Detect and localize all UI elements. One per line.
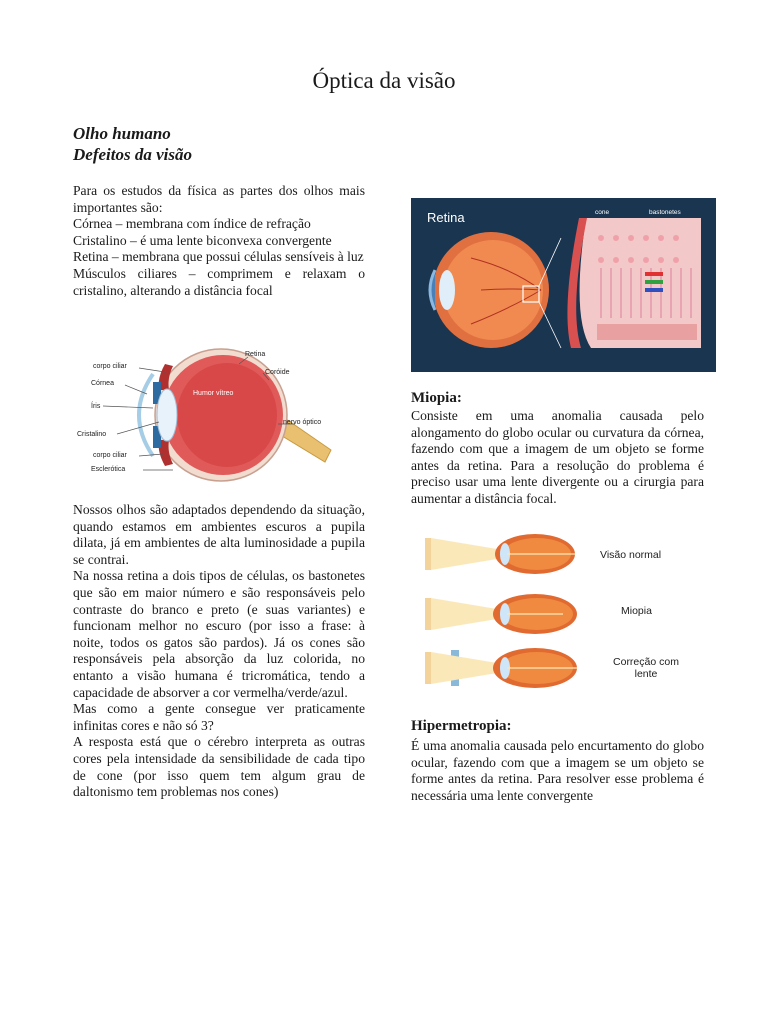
body-paragraph-resposta: A resposta está que o cérebro interpreta as outras cores pela intensidade da sensibilidade de cada tipo de cone (por isso quem tem algum grau de daltonismo tem problemas nos cones) xyxy=(73,734,365,800)
miopia-heading: Miopia: xyxy=(411,390,462,406)
hipermetropia-heading: Hipermetropia: xyxy=(411,718,512,734)
subheading-defeitos-visao: Defeitos da visão xyxy=(73,145,192,164)
label-esclerotica: Esclerótica xyxy=(91,466,126,473)
intro-retina: Retina – membrana que possui células sensíveis à luz xyxy=(73,249,364,265)
eye-anatomy-diagram xyxy=(73,338,333,488)
label-bastonetes: bastonetes xyxy=(649,209,681,216)
label-humor-vitreo: Humor vítreo xyxy=(193,390,234,397)
intro-text xyxy=(73,183,365,299)
retina-figure xyxy=(411,198,716,372)
vitreous-shape xyxy=(177,363,277,467)
label-cone: cone xyxy=(595,209,610,216)
miopia-text xyxy=(411,408,704,508)
label-cornea: Córnea xyxy=(91,380,114,387)
intro-cornea: Córnea – membrana com índice de refração xyxy=(73,216,311,232)
retina-title: Retina xyxy=(427,210,465,225)
retina-lens-shape xyxy=(439,270,455,310)
label-miopia-fig: Miopia xyxy=(621,605,652,617)
body-text xyxy=(73,502,365,801)
hipermetropia-text xyxy=(411,738,704,804)
body-paragraph-pupila: Nossos olhos são adaptados dependendo da situação, quando estamos em ambientes escuros a pupila dilata, já em ambientes de alta luminosidade a pupila se contrai. xyxy=(73,502,365,567)
lens-shape xyxy=(157,389,177,441)
correction-row xyxy=(425,648,577,688)
intro-musculos: Músculos ciliares – comprimem e relaxam o cristalino, alterando a distância focal xyxy=(73,265,365,298)
intro-paragraph: Para os estudos da física as partes dos olhos mais importantes são: xyxy=(73,183,365,215)
page-title: Óptica da visão xyxy=(312,68,456,93)
label-correcao-lente: Correção com lente xyxy=(613,656,679,680)
label-nervo-optico: nervo óptico xyxy=(283,419,322,426)
body-paragraph-celulas: Na nossa retina a dois tipos de células, os bastonetes que são em maior número e são responsáveis pelo contraste do branco e preto (e suas variantes) e funcionam melhor no escuro (por isso a frase: à noite, todos os gatos são pardos). Já os cones são responsáveis pela absorção da luz colorida, no entanto a visão humana é tricromática, tendo a capacidade de absorver a cor vermelha/verde/azul. xyxy=(73,568,365,700)
normal-vision-row xyxy=(425,534,575,574)
label-cristalino: Cristalino xyxy=(77,431,107,438)
intro-cristalino: Cristalino – é uma lente biconvexa convergente xyxy=(73,232,332,248)
subheading-olho-humano: Olho humano xyxy=(73,124,171,143)
label-coroide: Coróide xyxy=(265,369,290,376)
hipermetropia-paragraph: É uma anomalia causada pelo encurtamento do globo ocular, fazendo com que a imagem se um objeto se forme antes da retina. Para resolver esse problema é necessária uma lente convergente xyxy=(411,738,704,803)
label-corpo-ciliar-bottom: corpo ciliar xyxy=(93,452,127,459)
vision-correction-figure xyxy=(411,532,706,692)
cornea-shape xyxy=(139,374,153,456)
label-visao-normal: Visão normal xyxy=(600,549,662,561)
retina-eye-inner-shape xyxy=(443,240,543,340)
body-paragraph-pergunta: Mas como a gente consegue ver praticamente infinitas cores e não só 3? xyxy=(73,701,365,733)
miopia-paragraph: Consiste em uma anomalia causada pelo alongamento do globo ocular ou curvatura da córnea, fazendo com que a imagem de um objeto se forme antes da retina. Para a resolução do problema é preciso usar uma lente divergente ou a cirurgia para aumentar a distância focal. xyxy=(411,408,704,506)
label-retina: Retina xyxy=(245,351,266,358)
myopia-row xyxy=(425,594,577,634)
label-corpo-ciliar-top: corpo ciliar xyxy=(93,363,127,370)
label-iris: Íris xyxy=(91,403,101,410)
